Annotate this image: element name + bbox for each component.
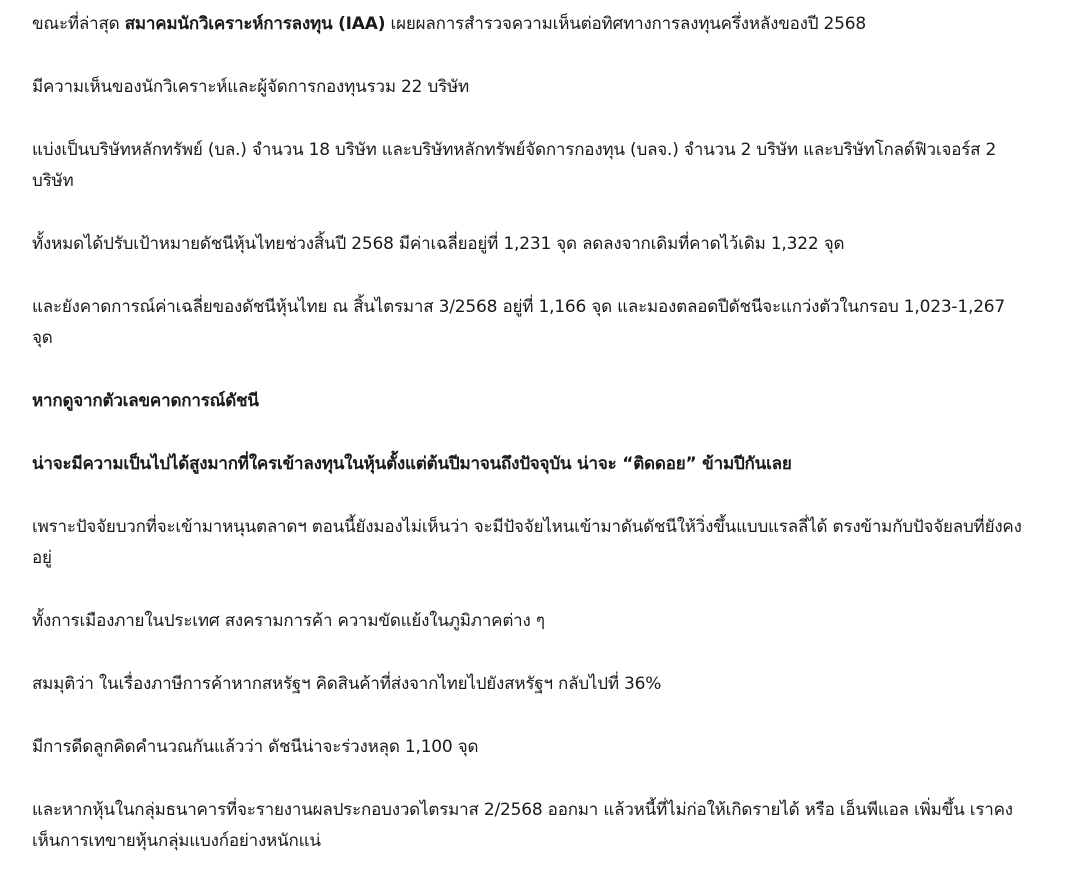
paragraph-respondents: มีความเห็นของนักวิเคราะห์และผู้จัดการกองทุนรวม 22 บริษัท [32,77,470,97]
paragraph-bold-conclusion [32,449,1022,480]
bold-text: น่าจะมีความเป็นไปได้สูงมากที่ใครเข้าลงทุนในหุ้นตั้งแต่ต้นปีมาจนถึงปัจจุบัน น่าจะ “ติดดอย” ข้ามปีกันเลย [32,454,792,474]
paragraph-bank-stocks: และหากหุ้นในกลุ่มธนาคารที่จะรายงานผลประกอบงวดไตรมาส 2/2568 ออกมา แล้วหนี้ที่ไม่ก่อให้เกิดรายได้ หรือ เอ็นพีแอล เพิ่มขึ้น เราคงเห็นการเทขายหุ้นกลุ่มแบงก์อย่างหนักแน่ [32,800,1013,851]
article-body [32,9,1022,889]
paragraph-q3-forecast: และยังคาดการณ์ค่าเฉลี่ยของดัชนีหุ้นไทย ณ สิ้นไตรมาส 3/2568 อยู่ที่ 1,166 จุด และมองตลอดปีดัชนีจะแกว่งตัวในกรอบ 1,023-1,267 จุด [32,297,1006,348]
bold-org-name: สมาคมนักวิเคราะห์การลงทุน (IAA) [124,14,386,34]
paragraph-text: ขณะที่ล่าสุด [32,14,125,34]
paragraph-index-drop: มีการดีดลูกคิดคำนวณกันแล้วว่า ดัชนีน่าจะร่วงหลุด 1,100 จุด [32,737,479,757]
paragraph-iaa-survey [32,9,1022,40]
paragraph-tariff: สมมุติว่า ในเรื่องภาษีการค้าหากสหรัฐฯ คิดสินค้าที่ส่งจากไทยไปยังสหรัฐฯ กลับไปที่ 36% [32,674,662,694]
paragraph-positive-factors: เพราะปัจจัยบวกที่จะเข้ามาหนุนตลาดฯ ตอนนี้ยังมองไม่เห็นว่า จะมีปัจจัยไหนเข้ามาดันดัชนีให้วิ่งขึ้นแบบแรลลี่ได้ ตรงข้ามกับปัจจัยลบที่ยังคงอยู่ [32,517,1022,568]
bold-text: หากดูจากตัวเลขคาดการณ์ดัชนี [32,391,259,411]
paragraph-breakdown: แบ่งเป็นบริษัทหลักทรัพย์ (บล.) จำนวน 18 บริษัท และบริษัทหลักทรัพย์จัดการกองทุน (บลจ.) จำนวน 2 บริษัท และบริษัทโกลด์ฟิวเจอร์ส 2 บริษัท [32,140,997,191]
paragraph-text: เผยผลการสำรวจความเห็นต่อทิศทางการลงทุนครึ่งหลังของปี 2568 [385,14,866,34]
paragraph-bold-heading [32,386,1022,417]
paragraph-negative-factors: ทั้งการเมืองภายในประเทศ สงครามการค้า ความขัดแย้งในภูมิภาคต่าง ๆ [32,611,545,631]
paragraph-year-end-target: ทั้งหมดได้ปรับเป้าหมายดัชนีหุ้นไทยช่วงสิ้นปี 2568 มีค่าเฉลี่ยอยู่ที่ 1,231 จุด ลดลงจากเดิมที่คาดไว้เดิม 1,322 จุด [32,234,845,254]
